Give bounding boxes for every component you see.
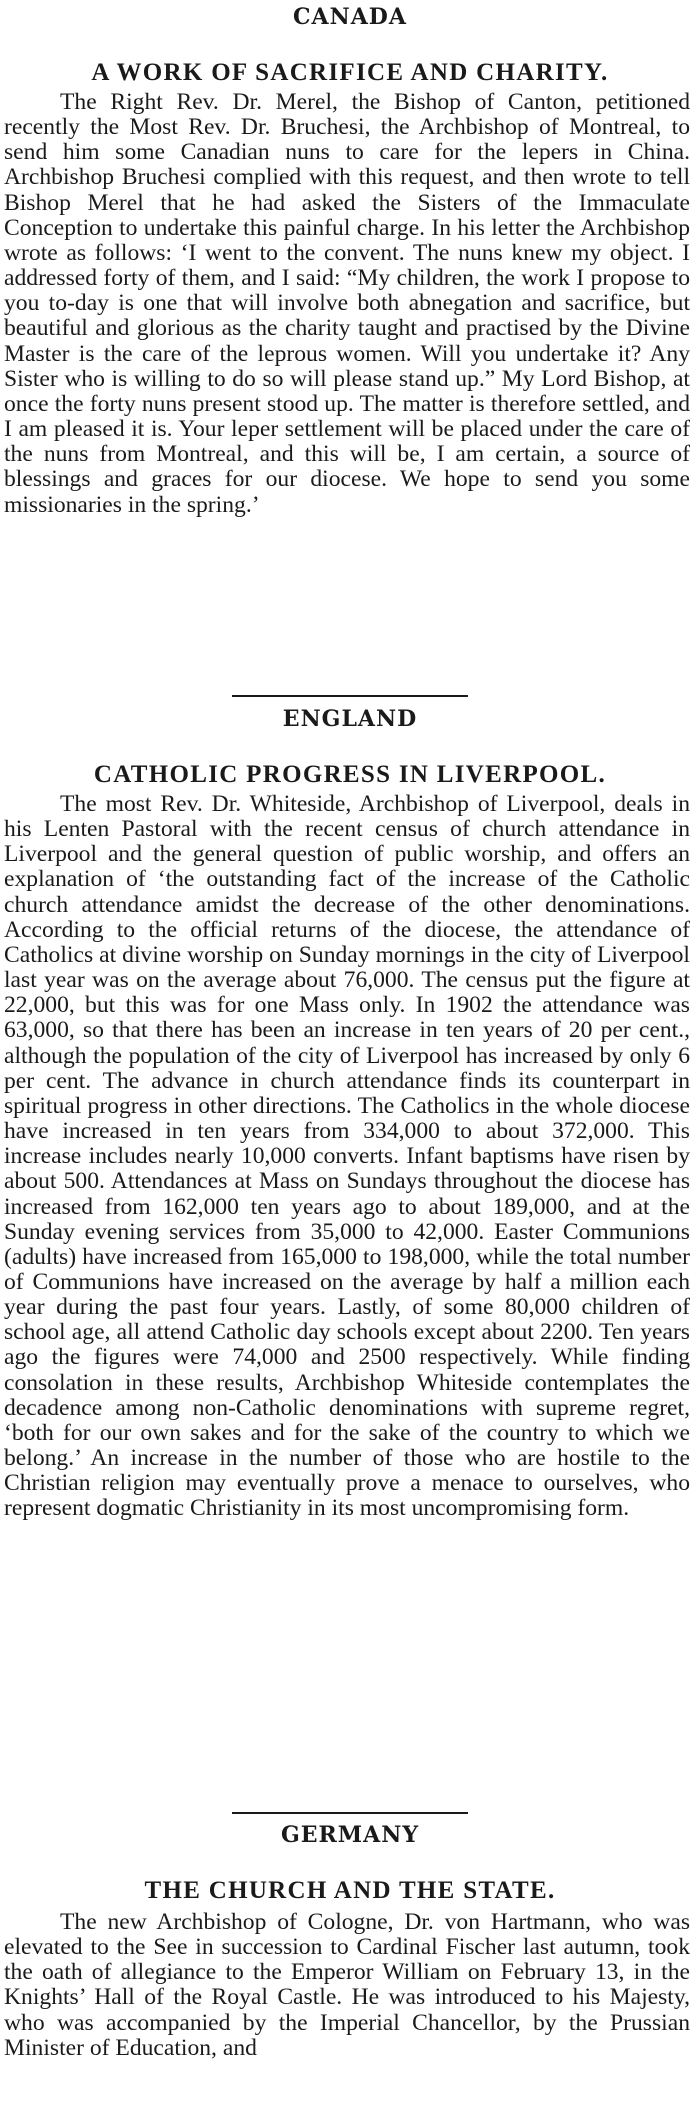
section-canada <box>0 4 700 30</box>
article-body: The Right Rev. Dr. Merel, the Bishop of Canton, petitioned recently the Most Rev. Dr. Bruchesi, the Archbishop of Montreal, to send him some Canadian nuns to care for the lepers in China. Archbishop Bruchesi complied with this request, and then wrote to tell Bishop Merel that he had asked the Sisters of the Immaculate Conception to undertake this painful charge. In his letter the Archbishop wrote as follows: ‘I went to the convent. The nuns knew my object. I addressed forty of them, and I said: “My children, the work I propose to you to-day is one that will involve both abnegation and sacrifice, but beautiful and glorious as the charity taught and practised by the Divine Master is the care of the leprous women. Will you undertake it? Any Sister who is willing to do so will please stand up.” My Lord Bishop, at once the forty nuns present stood up. The matter is therefore settled, and I am pleased it is. Your leper settlement will be placed under the care of the nuns from Montreal, and this will be, I am certain, a source of blessings and graces for our diocese. We hope to send you some missionaries in the spring.’ <box>4 90 690 518</box>
section-heading: CANADA <box>293 4 407 30</box>
section-divider <box>232 695 468 697</box>
article-canada-body <box>0 90 700 680</box>
article-title: CATHOLIC PROGRESS IN LIVERPOOL. <box>93 761 607 788</box>
section-germany <box>0 1822 700 1848</box>
article-germany-body <box>0 1910 700 2114</box>
section-heading: GERMANY <box>280 1822 420 1848</box>
article-england-body <box>0 792 700 1802</box>
section-england <box>0 706 700 732</box>
section-heading: ENGLAND <box>282 706 418 732</box>
section-divider <box>232 1812 468 1814</box>
article-canada <box>0 58 700 88</box>
article-body: The new Archbishop of Cologne, Dr. von Hartmann, who was elevated to the See in succession to Cardinal Fischer last autumn, took the oath of allegiance to the Emperor William on February 13, in the Knights’ Hall of the Royal Castle. He was introduced to his Majesty, who was accompanied by the Imperial Chancellor, by the Prussian Minister of Education, and <box>4 1910 690 2061</box>
article-england <box>0 760 700 790</box>
article-title: THE CHURCH AND THE STATE. <box>144 1877 556 1904</box>
article-body: The most Rev. Dr. Whiteside, Archbishop of Liverpool, deals in his Lenten Pastoral with the recent census of church attendance in Liverpool and the general question of public worship, and offers an explanation of ‘the outstanding fact of the increase of the Catholic church attendance amidst the decrease of the other denominations. According to the official returns of the diocese, the attendance of Catholics at divine worship on Sunday mornings in the city of Liverpool last year was on the average about 76,000. The census put the figure at 22,000, but this was for one Mass only. In 1902 the attendance was 63,000, so that there has been an increase in ten years of 20 per cent., although the population of the city of Liverpool has increased by only 6 per cent. The advance in church attendance finds its counterpart in spiritual progress in other directions. The Catholics in the whole diocese have increased in ten years from 334,000 to about 372,000. This increase includes nearly 10,000 converts. Infant baptisms have risen by about 500. Attendances at Mass on Sundays throughout the diocese has increased from 162,000 ten years ago to about 189,000, and at the Sunday evening services from 35,000 to 42,000. Easter Communions (adults) have increased from 165,000 to 198,000, while the total number of Communions have increased on the average by half a million each year during the past four years. Lastly, of some 80,000 children of school age, all attend Catholic day schools except about 2200. Ten years ago the figures were 74,000 and 2500 respectively. While finding consolation in these results, Archbishop Whiteside contemplates the decadence among non-Catholic denominations with supreme regret, ‘both for our own sakes and for the sake of the country to which we belong.’ An increase in the number of those who are hostile to the Christian religion may eventually prove a menace to ourselves, who represent dogmatic Christianity in its most uncompromising form. <box>4 792 690 1522</box>
article-title: A WORK OF SACRIFICE AND CHARITY. <box>91 59 609 86</box>
article-germany <box>0 1876 700 1906</box>
